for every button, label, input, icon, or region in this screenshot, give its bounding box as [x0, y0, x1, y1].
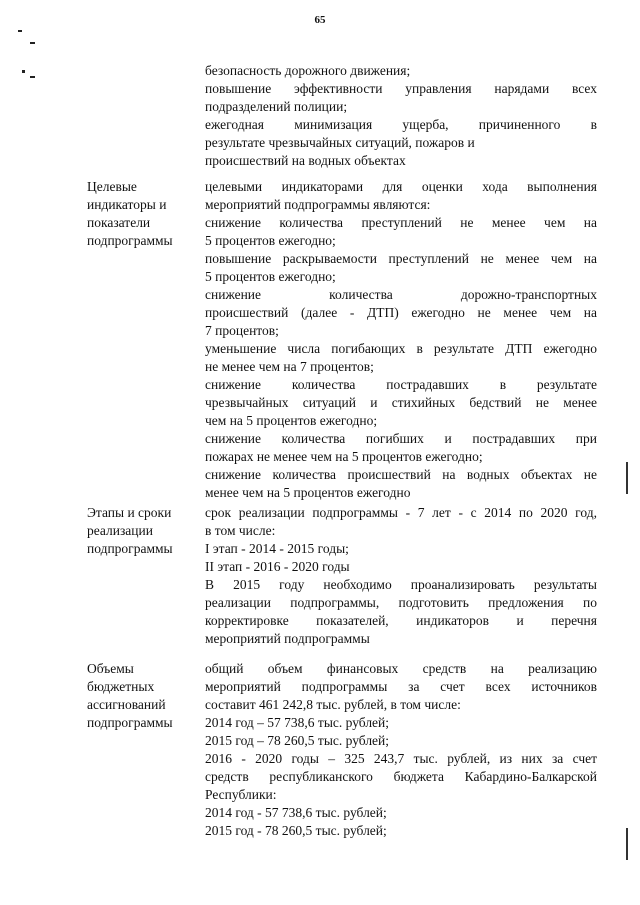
text-line: снижение количества погибших и пострадавших при [205, 431, 597, 446]
text-line: 2016 - 2020 годы – 325 243,7 тыс. рублей, из них за счет [205, 751, 597, 766]
scan-edge-mark [626, 828, 628, 860]
section-content [205, 504, 597, 648]
text-line: В 2015 году необходимо проанализировать результаты [205, 577, 597, 592]
text-line: общий объем финансовых средств на реализацию [205, 661, 597, 676]
scan-speck [30, 42, 35, 44]
scan-speck [22, 70, 25, 73]
text-line: 5 процентов ежегодно; [205, 269, 336, 284]
label-line: подпрограммы [87, 541, 173, 556]
label-line: Этапы и сроки [87, 505, 172, 520]
text-line: происшествий на водных объектах [205, 153, 406, 168]
text-line: в том числе: [205, 523, 276, 538]
label-line: Целевые [87, 179, 137, 194]
label-line: ассигнований [87, 697, 166, 712]
text-line: 2014 год – 57 738,6 тыс. рублей; [205, 715, 390, 730]
text-line: безопасность дорожного движения; [205, 63, 411, 78]
text-line: мероприятий подпрограммы за счет всех источников [205, 679, 597, 694]
text-line: мероприятий подпрограммы [205, 631, 370, 646]
text-line: II этап - 2016 - 2020 годы [205, 559, 350, 574]
text-line: Республики: [205, 787, 277, 802]
text-line: ежегодная минимизация ущерба, причиненного в [205, 117, 597, 132]
text-line: повышение эффективности управления нарядами всех [205, 81, 597, 96]
label-line: Объемы [87, 661, 134, 676]
section-content [205, 62, 597, 170]
text-line: срок реализации подпрограммы - 7 лет - с 2014 по 2020 год, [205, 505, 597, 520]
text-line: корректировке показателей, индикаторов и перечня [205, 613, 597, 628]
label-line: реализации [87, 523, 153, 538]
page-number: 65 [314, 14, 326, 26]
text-line: чрезвычайных ситуаций и стихийных бедствий не менее [205, 395, 597, 410]
section-label [87, 504, 199, 558]
section-label [87, 178, 199, 250]
text-line: 7 процентов; [205, 323, 279, 338]
label-line: подпрограммы [87, 233, 173, 248]
label-line: бюджетных [87, 679, 155, 694]
label-line: показатели [87, 215, 151, 230]
text-line: 2015 год – 78 260,5 тыс. рублей; [205, 733, 390, 748]
text-line: составит 461 242,8 тыс. рублей, в том числе: [205, 697, 461, 712]
text-line: I этап - 2014 - 2015 годы; [205, 541, 349, 556]
section-label [87, 660, 199, 732]
text-line: снижение количества дорожно-транспортных [205, 287, 597, 302]
text-line: менее чем на 5 процентов ежегодно [205, 485, 411, 500]
text-line: уменьшение числа погибающих в результате ДТП ежегодно [205, 341, 597, 356]
scan-speck [30, 76, 35, 78]
text-line: снижение количества преступлений не менее чем на [205, 215, 597, 230]
text-line: реализации подпрограммы, подготовить предложения по [205, 595, 597, 610]
text-line: чем на 5 процентов ежегодно; [205, 413, 378, 428]
text-line: снижение количества пострадавших в результате [205, 377, 597, 392]
text-line: 2014 год - 57 738,6 тыс. рублей; [205, 805, 387, 820]
text-line: повышение раскрываемости преступлений не менее чем на [205, 251, 597, 266]
text-line: средств республиканского бюджета Кабардино-Балкарской [205, 769, 597, 784]
section-content [205, 660, 597, 840]
label-line: подпрограммы [87, 715, 173, 730]
text-line: 2015 год - 78 260,5 тыс. рублей; [205, 823, 387, 838]
text-line: пожарах не менее чем на 5 процентов ежегодно; [205, 449, 483, 464]
text-line: 5 процентов ежегодно; [205, 233, 336, 248]
text-line: целевыми индикаторами для оценки хода выполнения [205, 179, 597, 194]
scan-edge-mark [626, 462, 628, 494]
text-line: не менее чем на 7 процентов; [205, 359, 374, 374]
text-line: происшествий (далее - ДТП) ежегодно не менее чем на [205, 305, 597, 320]
text-line: снижение количества происшествий на водных объектах не [205, 467, 597, 482]
text-line: мероприятий подпрограммы являются: [205, 197, 431, 212]
scan-speck [18, 30, 22, 32]
text-line: подразделений полиции; [205, 99, 348, 114]
section-content [205, 178, 597, 502]
text-line: результате чрезвычайных ситуаций, пожаров и [205, 135, 475, 150]
label-line: индикаторы и [87, 197, 167, 212]
